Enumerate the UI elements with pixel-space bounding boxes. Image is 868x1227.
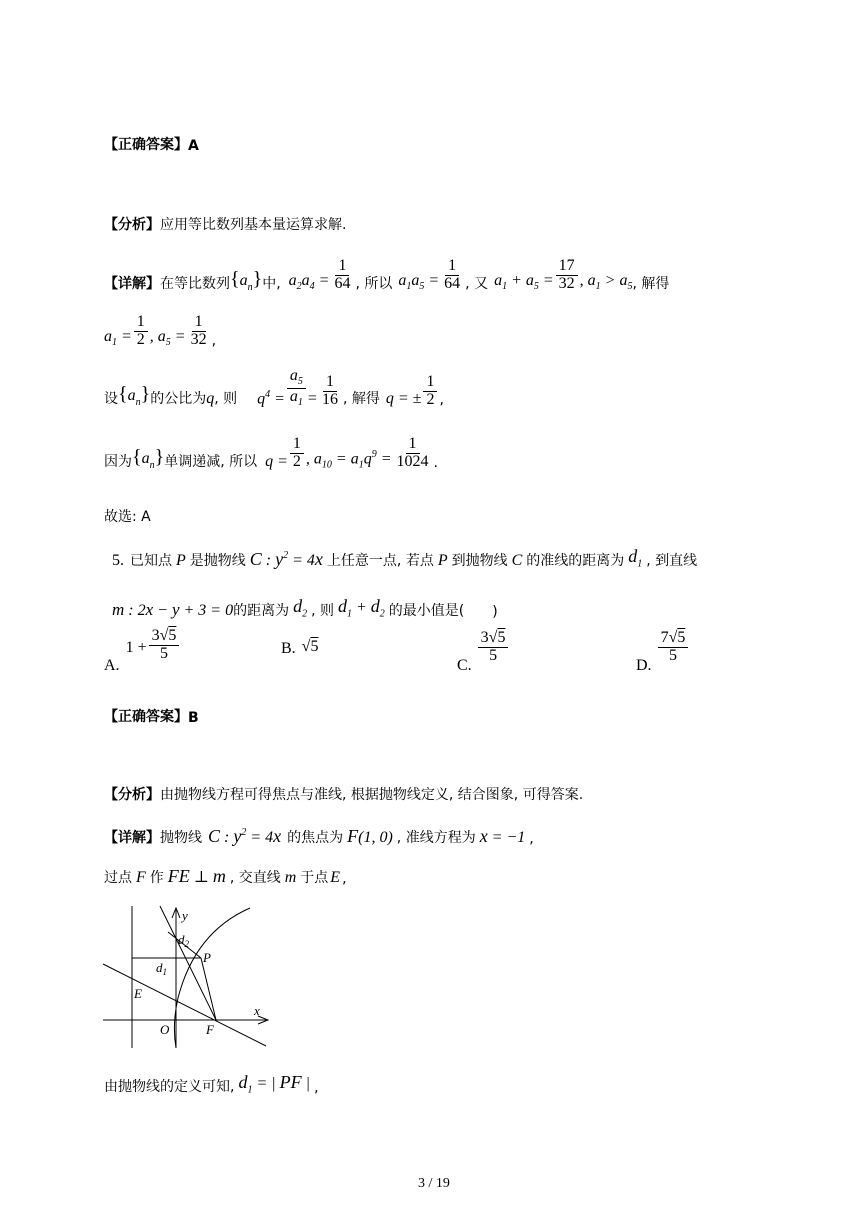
- detail-text: , 准线方程为: [396, 830, 476, 846]
- correct-answer-line-2: [104, 706, 199, 726]
- fraction-1-32: $\frac{1}{32}$: [190, 313, 207, 348]
- option-label: D.: [636, 656, 652, 674]
- label-d2: $d_2$: [178, 932, 189, 949]
- option-label: B.: [281, 640, 296, 657]
- math-focus: F(1, 0): [347, 826, 393, 846]
- option-b[interactable]: [281, 640, 318, 658]
- detail-text: , 又: [465, 275, 489, 292]
- detail-text: 抛物线: [160, 830, 202, 846]
- math-q-eq: q =: [265, 452, 288, 470]
- conclusion-line: [104, 1072, 319, 1096]
- option-c[interactable]: [457, 629, 510, 675]
- label-o: O: [160, 1022, 170, 1037]
- detail-text: ,: [342, 871, 347, 887]
- page-number: 3 / 19: [418, 1176, 450, 1191]
- question-text: ): [492, 603, 498, 620]
- question-text: 的准线的距离为: [526, 552, 625, 569]
- question-text: , 到直线: [646, 552, 698, 569]
- correct-answer-value: A: [188, 138, 199, 154]
- detail-label: 【详解】: [104, 830, 160, 846]
- label-f: F: [206, 1022, 214, 1037]
- math-m: m: [284, 869, 297, 886]
- correct-answer-label: 【正确答案】: [104, 709, 188, 725]
- label-x: x: [254, 1003, 260, 1018]
- seq-brace: $\{a_n\}$: [118, 383, 151, 409]
- correct-answer-value: B: [188, 710, 199, 726]
- label-y: y: [182, 908, 188, 923]
- question-5-line-2: [112, 596, 498, 620]
- math-p: P: [437, 551, 448, 569]
- analysis-text: 由抛物线方程可得焦点与准线, 根据抛物线定义, 结合图象, 可得答案.: [160, 787, 584, 803]
- detail-text: , 解得: [632, 275, 670, 292]
- analysis-label: 【分析】: [104, 217, 160, 233]
- fraction-1-1024: $\frac{1}{1024}$: [396, 435, 429, 470]
- math-1-plus: 1 +: [125, 638, 147, 656]
- detail2-line-2: [104, 866, 347, 887]
- detail-text: 的焦点为: [287, 830, 344, 846]
- detail-text: 在等比数列: [160, 275, 230, 292]
- choose-line: [104, 506, 151, 526]
- fraction-1-64: $\frac{1}{64}$: [444, 257, 461, 292]
- question-text: 上任意一点, 若点: [326, 552, 434, 569]
- line-m: [103, 964, 266, 1046]
- math-sqrt5: √5: [301, 638, 319, 655]
- question-text: 的最小值是(: [388, 602, 465, 619]
- detail-text: , 解得: [342, 391, 380, 408]
- detail-text: ,: [211, 332, 217, 349]
- math-p: P: [176, 551, 186, 569]
- detail-text: 的公比为: [150, 391, 207, 408]
- math-d1-eq-pf: $d_1$ = | PF |: [238, 1072, 311, 1096]
- math-parabola: C : $y^2 = 4x$: [249, 548, 323, 569]
- math-a1-gt-a5: , $a_1 > a_5$: [579, 272, 633, 293]
- math-a1a5: $a_1a_5$ =: [398, 272, 440, 293]
- conclusion-text: ,: [314, 1079, 319, 1096]
- segment-pf: [201, 958, 216, 1020]
- math-q-pm: q = ±: [385, 390, 422, 408]
- analysis-text: 应用等比数列基本量运算求解.: [160, 217, 347, 233]
- math-d1-plus-d2: $d_1 + d_2$: [338, 596, 385, 620]
- detail-line-4: [104, 436, 438, 471]
- fraction-3sqrt5-5: $\frac{3√5}{5}$: [478, 630, 509, 665]
- question-5-line-1: [112, 546, 697, 570]
- question-number: 5.: [112, 551, 124, 569]
- detail-text: , 所以: [355, 275, 393, 292]
- fraction-7sqrt5-5: $\frac{7√5}{5}$: [658, 630, 689, 665]
- detail-line-1: [104, 258, 669, 293]
- math-directrix: x = −1: [479, 826, 526, 846]
- detail2-line-1: [104, 826, 534, 847]
- seq-brace: $\{a_n\}$: [230, 267, 263, 293]
- math-a1: $a_1$ =: [104, 328, 132, 349]
- math-q: q: [206, 390, 215, 408]
- math-q4: $q^4$ =: [257, 389, 285, 408]
- math-e: E: [330, 869, 341, 886]
- fraction-3sqrt5-5: $\frac{3√5}{5}$: [149, 628, 180, 663]
- fraction-1-64: $\frac{1}{64}$: [334, 257, 351, 292]
- math-c: C: [511, 551, 523, 569]
- analysis-line-2: [104, 784, 583, 804]
- correct-answer-line: [104, 134, 199, 154]
- math-a10: , $a_{10} = a_1q^9$ =: [305, 449, 392, 471]
- math-a5: , $a_5$ =: [149, 328, 186, 349]
- math-fe-perp-m: FE ⊥ m: [167, 866, 226, 886]
- option-label: C.: [457, 656, 472, 674]
- fraction-1-2: $\frac{1}{2}$: [290, 436, 304, 471]
- option-a[interactable]: [104, 627, 181, 675]
- question-text: 的距离为: [233, 602, 290, 619]
- option-d[interactable]: [636, 629, 690, 675]
- detail-label: 【详解】: [104, 275, 160, 292]
- math-parabola: C : $y^2 = 4x$: [208, 826, 282, 846]
- detail-text: 因为: [104, 453, 132, 470]
- detail-text: 过点: [104, 870, 132, 886]
- math-a2a4: $a_2a_4$ =: [288, 272, 330, 293]
- question-text: 已知点: [130, 552, 172, 569]
- fraction-a5-a1: $\frac{a_5}{a_1}$: [287, 368, 306, 408]
- option-label: A.: [104, 656, 120, 674]
- question-text: , 则: [311, 602, 334, 619]
- analysis-label: 【分析】: [104, 787, 160, 803]
- detail-line-2: [104, 314, 216, 349]
- detail-line-3: [104, 368, 444, 408]
- detail-text: , 则: [214, 391, 238, 408]
- detail-text: ,: [529, 831, 534, 847]
- detail-text: , 交直线: [229, 870, 281, 886]
- fraction-1-2: $\frac{1}{2}$: [134, 314, 148, 349]
- correct-answer-label: 【正确答案】: [104, 137, 188, 153]
- detail-text: ,: [439, 392, 444, 409]
- math-d2: $d_2$: [293, 596, 308, 620]
- detail-text: 作: [149, 870, 164, 886]
- detail-text: 中,: [262, 275, 281, 292]
- label-d1: $d_1$: [156, 960, 167, 977]
- question-text: 到抛物线: [451, 552, 508, 569]
- math-line-m: m : 2x − y + 3 = 0: [112, 599, 234, 619]
- math-d1: $d_1$: [628, 546, 643, 570]
- question-text: 是抛物线: [189, 552, 246, 569]
- math-f: F: [136, 869, 146, 886]
- fraction-1-2: $\frac{1}{2}$: [423, 374, 437, 409]
- detail-text: 设: [104, 391, 118, 408]
- math-a1-plus-a5: $a_1 + a_5$ =: [494, 272, 554, 293]
- label-e: E: [134, 986, 142, 1001]
- analysis-line: [104, 214, 346, 234]
- label-p: P: [203, 950, 211, 965]
- parabola-figure: [100, 902, 272, 1052]
- fraction-17-32: $\frac{17}{32}$: [556, 258, 578, 293]
- detail-text: 于点: [300, 870, 329, 886]
- choose-text: 故选: A: [104, 509, 151, 525]
- detail-text: 单调递减, 所以: [164, 453, 258, 470]
- seq-brace: $\{a_n\}$: [132, 445, 165, 471]
- fraction-1-16: $\frac{1}{16}$: [321, 372, 338, 408]
- detail-text: .: [433, 454, 438, 471]
- conclusion-text: 由抛物线的定义可知,: [104, 1078, 235, 1095]
- math-equals: =: [307, 390, 317, 408]
